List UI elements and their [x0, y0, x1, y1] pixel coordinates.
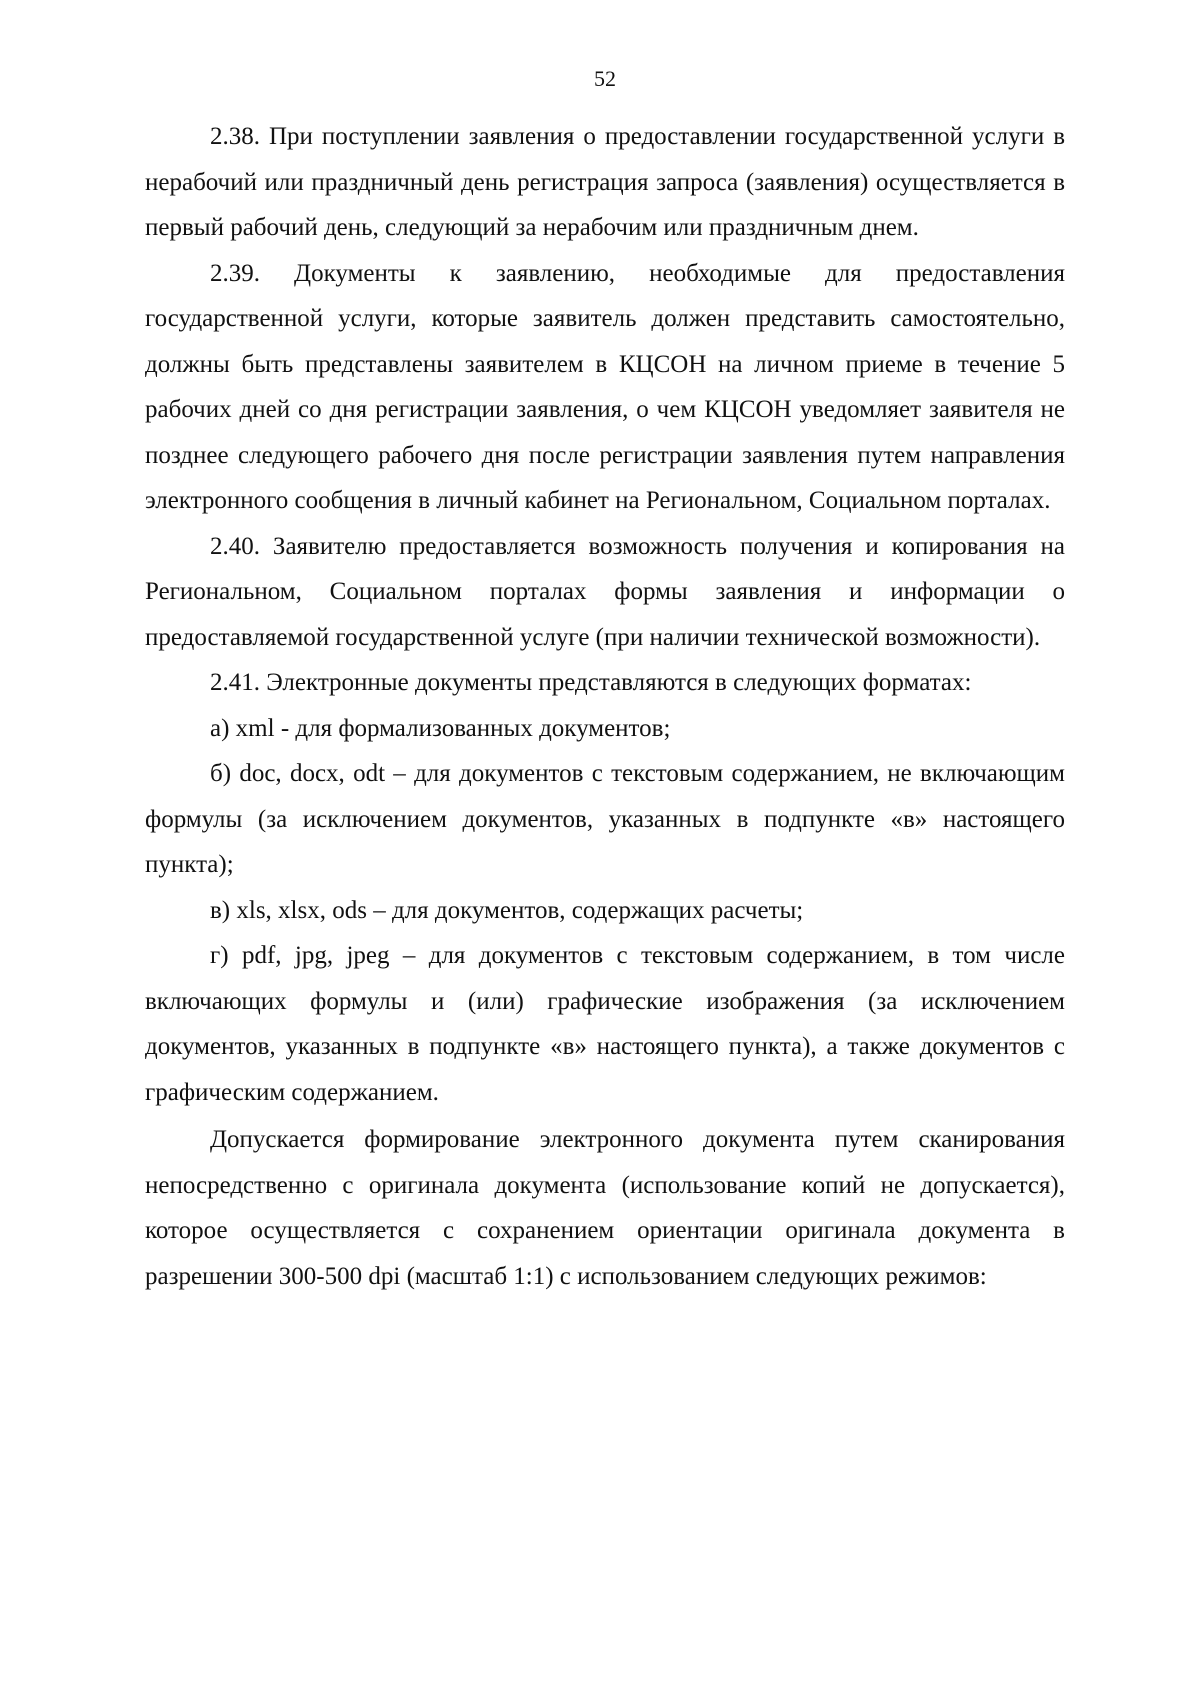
list-item-b: б) doc, docx, odt – для документов с текстовым содержанием, не включающим формулы (за исключением документов, указанных в подпункте «в» настоящего пункта); [145, 760, 1065, 878]
paragraph-2-38: 2.38. При поступлении заявления о предоставлении государственной услуги в нерабочий или праздничный день регистрация запроса (заявления) осуществляется в первый рабочий день, следующий за нерабочим или праздничным днем. [145, 123, 1065, 241]
paragraph-2-39: 2.39. Документы к заявлению, необходимые для предоставления государственной услуги, которые заявитель должен представить самостоятельно, должны быть представлены заявителем в КЦСОН на личном приеме в течение 5 рабочих дней со дня регистрации заявления, о чем КЦСОН уведомляет заявителя не позднее следующего рабочего дня после регистрации заявления путем направления электронного сообщения в личный кабинет на Региональном, Социальном порталах. [145, 259, 1065, 514]
paragraph-2-40: 2.40. Заявителю предоставляется возможность получения и копирования на Региональном, Социальном порталах формы заявления и информации о предоставляемой государственной услуге (при наличии технической возможности). [145, 532, 1065, 651]
document-body [145, 114, 1065, 1299]
list-item-a: а) xml - для формализованных документов; [210, 714, 671, 742]
paragraph-2-41: 2.41. Электронные документы представляются в следующих форматах: [210, 669, 972, 696]
page-number: 52 [594, 66, 616, 91]
list-item-v: в) xls, xlsx, ods – для документов, содержащих расчеты; [210, 896, 804, 924]
list-item-g: г) pdf, jpg, jpeg – для документов с текстовым содержанием, в том числе включающих формулы и (или) графические изображения (за исключением документов, указанных в подпункте «в» настоящего пункта), а также документов с графическим содержанием. [145, 942, 1065, 1106]
paragraph-scanning: Допускается формирование электронного документа путем сканирования непосредственно с оригинала документа (использование копий не допускается), которое осуществляется с сохранением ориентации оригинала документа в разрешении 300-500 dpi (масштаб 1:1) с использованием следующих режимов: [145, 1126, 1065, 1290]
